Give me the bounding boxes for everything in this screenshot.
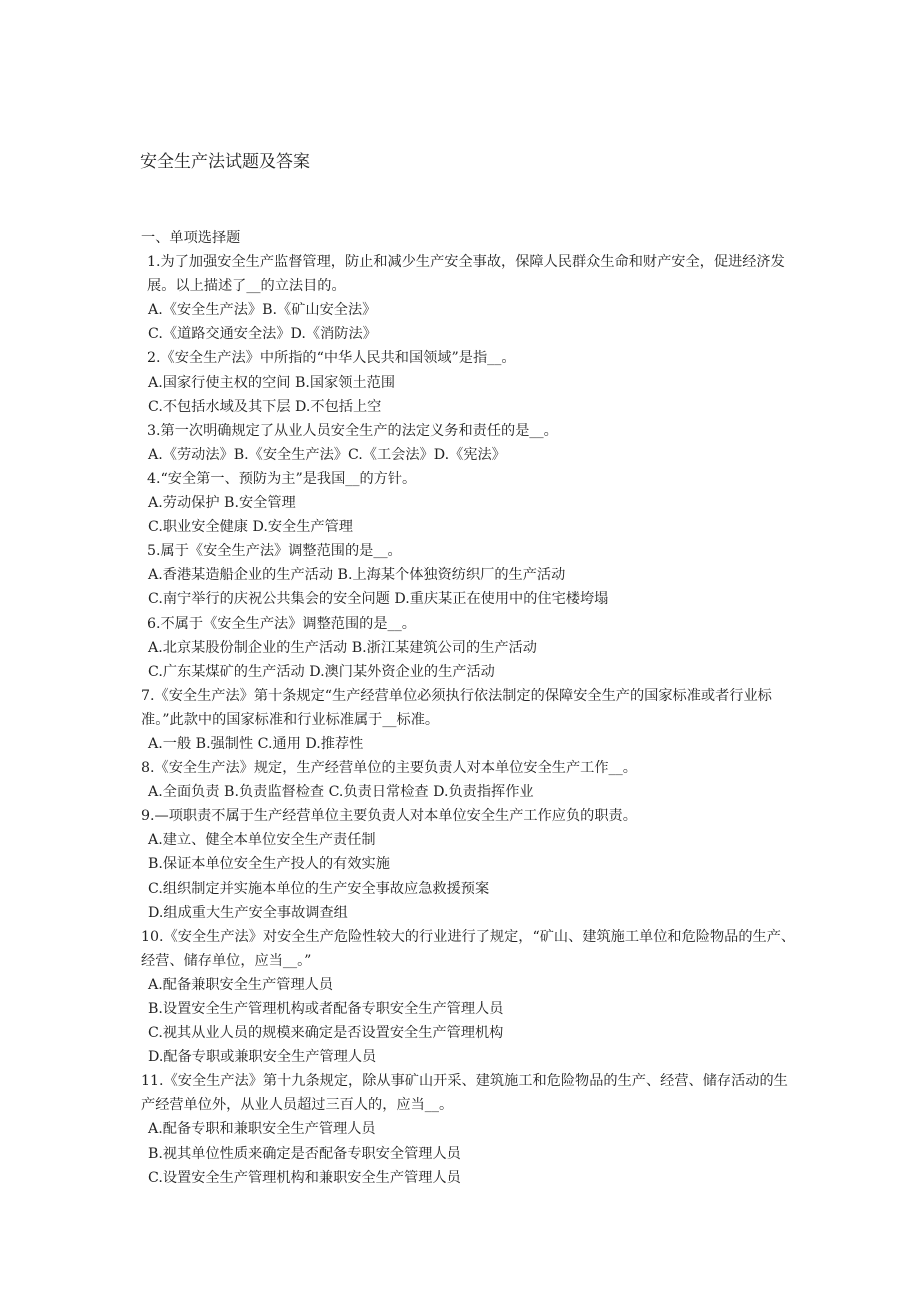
question-text: 1.为了加强安全生产监督管理，防止和减少生产安全事故，保障人民群众生命和财产安全，促进经济发展。以上描述了__的立法目的。 xyxy=(147,254,785,295)
answer-option: B.保证本单位安全生产投人的有效实施 xyxy=(148,856,390,873)
answer-option: D.组成重大生产安全事故调查组 xyxy=(148,904,348,921)
question-text: 9.—项职责不属于生产经营单位主要负责人对本单位安全生产工作应负的职责。 xyxy=(141,808,637,825)
answer-option: C.广东某煤矿的生产活动 D.澳门某外资企业的生产活动 xyxy=(148,663,495,680)
document-body xyxy=(141,226,801,1190)
question-text: 5.属于《安全生产法》调整范围的是__。 xyxy=(147,543,402,560)
answer-option: C.职业安全健康 D.安全生产管理 xyxy=(148,519,353,536)
answer-option: B.视其单位性质来确定是否配备专职安全管理人员 xyxy=(148,1145,461,1162)
answer-option: D.配备专职或兼职安全生产管理人员 xyxy=(148,1049,377,1066)
answer-option: A.配备兼职安全生产管理人员 xyxy=(148,976,334,993)
answer-option: A.配备专职和兼职安全生产管理人员 xyxy=(148,1121,376,1138)
answer-option: C.设置安全生产管理机构和兼职安全生产管理人员 xyxy=(148,1169,461,1186)
answer-option: C.不包括水域及其下层 D.不包括上空 xyxy=(148,398,382,415)
answer-option: A.北京某股份制企业的生产活动 B.浙江某建筑公司的生产活动 xyxy=(148,639,537,656)
answer-option: C.视其从业人员的规模来确定是否设置安全生产管理机构 xyxy=(148,1025,504,1042)
answer-option: A.香港某造船企业的生产活动 B.上海某个体独资纺织厂的生产活动 xyxy=(148,567,566,584)
question-text: 11.《安全生产法》第十九条规定，除从事矿山开采、建筑施工和危险物品的生产、经营、储存活动的生产经营单位外，从业人员超过三百人的，应当__。 xyxy=(141,1073,788,1114)
answer-option: A.劳动保护 B.安全管理 xyxy=(148,495,296,512)
question-text: 10.《安全生产法》对安全生产危险性较大的行业进行了规定，“矿山、建筑施工单位和危险物品的生产、经营、储存单位，应当__。” xyxy=(141,928,796,969)
answer-option: C.组织制定并实施本单位的生产安全事故应急救援预案 xyxy=(148,880,490,897)
answer-option: A.《安全生产法》B.《矿山安全法》 xyxy=(148,302,377,319)
answer-option: A.一般 B.强制性 C.通用 D.推荐性 xyxy=(148,735,364,752)
answer-option: A.《劳动法》B.《安全生产法》C.《工会法》D.《宪法》 xyxy=(148,446,506,463)
question-text: 2.《安全生产法》中所指的“中华人民共和国领域”是指__。 xyxy=(147,350,516,367)
answer-option: A.国家行使主权的空间 B.国家领土范围 xyxy=(148,374,396,391)
question-text: 4.“安全第一、预防为主”是我国__的方针。 xyxy=(147,470,417,487)
section-heading: 一、单项选择题 xyxy=(141,230,241,246)
question-text: 7.《安全生产法》第十条规定“生产经营单位必须执行依法制定的保障安全生产的国家标准或者行业标准。”此款中的国家标准和行业标准属于__标准。 xyxy=(141,687,772,728)
answer-option: A.建立、健全本单位安全生产责任制 xyxy=(148,832,376,849)
answer-option: B.设置安全生产管理机构或者配备专职安全生产管理人员 xyxy=(148,1001,504,1017)
question-text: 8.《安全生产法》规定，生产经营单位的主要负责人对本单位安全生产工作__。 xyxy=(141,760,637,777)
answer-option: A.全面负责 B.负责监督检查 C.负责日常检查 D.负责指挥作业 xyxy=(148,784,534,801)
answer-option: C.南宁举行的庆祝公共集会的安全问题 D.重庆某正在使用中的住宅楼垮塌 xyxy=(148,591,609,608)
question-text: 3.第一次明确规定了从业人员安全生产的法定义务和责任的是__。 xyxy=(147,422,558,439)
question-text: 6.不属于《安全生产法》调整范围的是__。 xyxy=(147,615,416,632)
answer-option: C.《道路交通安全法》D.《消防法》 xyxy=(148,326,377,343)
document-title: 安全生产法试题及答案 xyxy=(140,152,310,172)
